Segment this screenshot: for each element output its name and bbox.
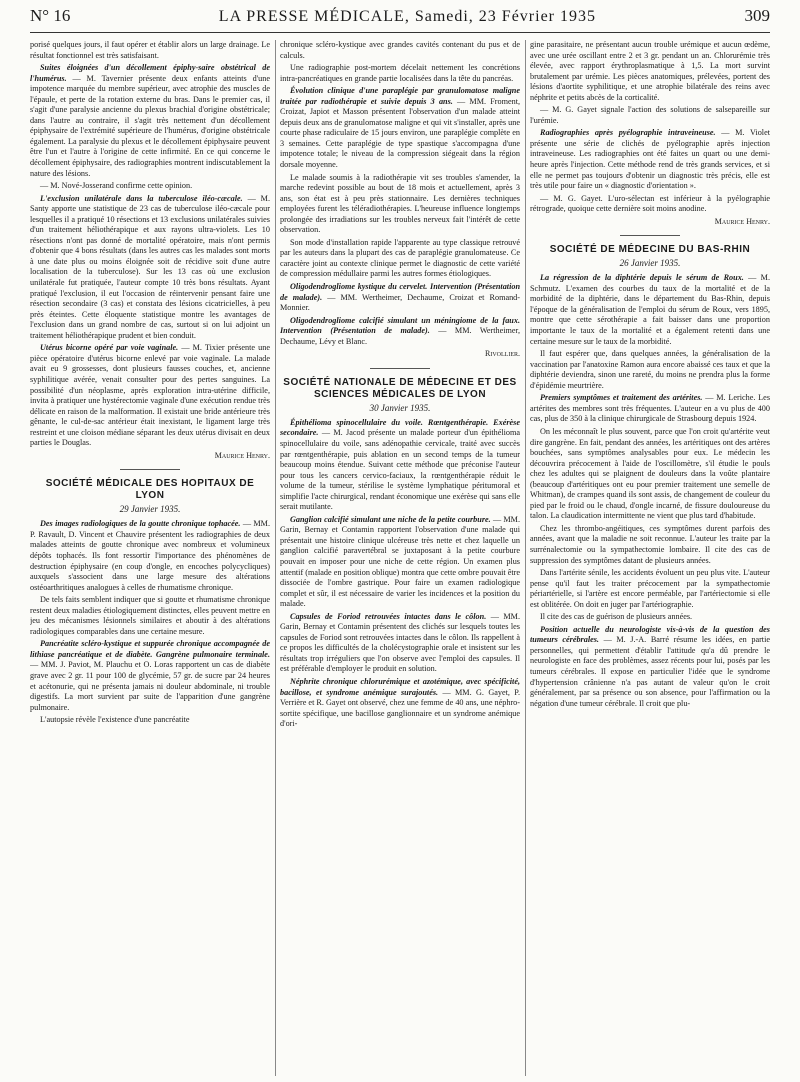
article-body: — M. Violet présente une série de clichés de pyélographie après injection intraveineuse. Les radiographies ont été faites un quart ou une demi-heure après l'injection. Cette méthode rend de très grands services, et si elle ne permet pas toujours d'obtenir un diagnostic très précis, elle est très utile pour faire un « diagnostic d'orientation ».	[530, 128, 770, 191]
paragraph: Son mode d'installation rapide l'apparente au type classique retrouvé par les auteurs dans la plupart des cas de paraplégie granulomateuse. Ce caractère joint au contexte clinique permet le diagnostic de cette variété de compression médullaire parmi les autres formes étiologiques.	[280, 237, 520, 279]
paragraph: Chez les thrombo-angéitiques, ces symptômes durent parfois des années, avant que la maladie ne soit reconnue. L'auteur les traite par la surrénalectomie ou la sympathectomie lombaire. Il cite des cas de suppression des symptômes datant de plusieurs années.	[530, 523, 770, 565]
article-body: — MM. P. Ravault, D. Vincent et Chauvire présentent les radiographies de deux malades atteints de goutte chronique avec nombreux et volumineux dépôts tophacés. Ils font ressortir l'importance des phénomènes de destruction épiphysaire (en coup d'ongle, en encoches polycycliques) auxquels s'associent dans une large mesure des altérations ostéoarthritiques analogues à celles de rhumatisme chronique.	[30, 519, 270, 592]
article-title: Premiers symptômes et traitement des artérites.	[540, 393, 703, 403]
article-body: — M. Jacod présente un malade porteur d'un épithélioma spinocellulaire du voile, sans adénopathie cervicale, traité avec succès par rœntgenthérapie, puis ablation en un second temps de la tumeur beaucoup moins étendue. Suivant cette méthode que préconise l'auteur pour tous les cancers cervico-faciaux, la rœntgenthérapie réduit le volume de la tumeur, stérilise le système lymphatique péritumoral et simplifie l'acte chirurgical, rendant économique une exérèse qui sans elle serait mutilante.	[280, 428, 520, 512]
article-title: Suites éloignées d'un décollement épiphy-saire obstétrical de l'humérus.	[30, 63, 270, 83]
article-title: Utérus bicorne opéré par voie vaginale.	[40, 343, 179, 353]
article	[280, 677, 520, 730]
article	[30, 194, 270, 342]
article-title: Radiographies après pyélographie intraveineuse.	[540, 128, 716, 138]
article	[280, 86, 520, 170]
article-body: — MM. Garin, Bernay et Contamin rapportent l'observation d'une malade qui présentait une histoire clinique ulcéreuse très nette et chez laquelle un ganglion calcifié paravertébral se juxtaposant à la petite courbure pouvait en imposer pour une niche de cette région. Un examen plus attentif (malade en position oblique) montra que cette ombre pouvait être dissociée de l'ombre gastrique. Pour faire un examen radiologique complet et sûr, il est nécessaire de varier les incidences et la position du malade.	[280, 514, 520, 609]
article	[280, 515, 520, 610]
signature: Rivollier.	[485, 349, 520, 359]
paragraph: Il faut espérer que, dans quelques années, la généralisation de la vaccination par l'anatoxine Ramon aura encore abaissé ces taux et que la diphtérie deviendra, sinon une rareté, du moins ne prendra plus la forme d'épidémie meurtrière.	[530, 349, 770, 390]
article-title: La régression de la diphtérie depuis le sérum de Roux.	[540, 273, 744, 283]
column-rule	[525, 40, 526, 1076]
column-rule	[275, 40, 276, 1076]
article	[280, 282, 520, 314]
signature: Maurice Henry.	[214, 450, 270, 460]
article-title: Oligodendrogliome calcifié simulant un méningiome de la faux. Intervention (Présentation de malade).	[280, 315, 520, 336]
article-title: Néphrite chronique chlorurémique et azotémique, avec spécificité, bacillose, et syndrome anémique surajoutés.	[280, 676, 520, 697]
column-1	[30, 40, 270, 1076]
paragraph: Dans l'artérite sénile, les accidents évoluent un peu plus vite. L'auteur pense qu'il faut les traiter précocement par la sympathectomie périartérielle, si l'artère est encore perméable, par l'artériectomie si elle est oblitérée. On doit en juger par l'artériographie.	[530, 568, 770, 609]
paragraph: De tels faits semblent indiquer que si goutte et rhumatisme chronique restent deux maladies étiologiquement distinctes, elles peuvent mettre en jeu des mécanismes lésionnels similaires et aboutir à des altérations radiologiques comparables dans une certaine mesure.	[30, 595, 270, 636]
page-folio: 309	[744, 6, 770, 25]
article-body: — MM. Froment, Croizat, Japiot et Masson présentent l'observation d'un malade atteint depuis deux ans de granulomatose maligne et qui vit s'installer, après une courte phase radiculaire de 15 jours environ, une paraplégie complète en 3 semaines. Cette paraplégie de type spastique s'accompagna d'une impotence totale; le niveau de la compression siégeait dans la région dorsale moyenne.	[280, 96, 520, 170]
columns	[30, 40, 770, 1076]
article	[280, 612, 520, 675]
article	[530, 128, 770, 191]
paragraph: chronique scléro-kystique avec grandes cavités contenant du pus et de calculs.	[280, 40, 520, 60]
paragraph: Il cite des cas de guérison de plusieurs années.	[540, 612, 693, 622]
article	[530, 625, 770, 709]
paragraph: Le malade soumis à la radiothérapie vit ses troubles s'amender, la marche redevint possible au bout de 18 mois et actuellement, après 3 ans, son état est à peu près stationnaire. Les dernières techniques employées furent les téléradiothérapies. L'heureuse influence longtemps prolongée des irradiations sur les troubles nerveux fait l'intérêt de cette observation.	[280, 172, 520, 235]
masthead-title: LA PRESSE MÉDICALE, Samedi, 23 Février 1935	[218, 8, 597, 25]
article-title: Ganglion calcifié simulant une niche de la petite courbure.	[290, 514, 491, 524]
article-body: — MM. Wertheimer, Dechaume, Croizat et Romand-Monnier.	[280, 292, 520, 313]
column-3	[530, 40, 770, 1076]
article-title: Pancréatite scléro-kystique et suppurée chronique accompagnée de lithiase pancréatique et de diabète. Gangrène pulmonaire terminale.	[30, 639, 270, 659]
divider	[620, 235, 680, 236]
article-title: Capsules de Foriod retrouvées intactes dans le côlon.	[290, 611, 487, 621]
article-title: Oligodendrogliome kystique du cervelet. Intervention (Présentation de malade).	[280, 282, 520, 302]
article-title: Évolution clinique d'une paraplégie par granulomatose maligne traitée par radiothérapie et suivie depuis 3 ans.	[280, 86, 520, 106]
issue-number: N° 16	[30, 6, 71, 25]
society-heading: SOCIÉTÉ MÉDICALE DES HOPITAUX DE LYON	[45, 478, 255, 502]
article	[530, 393, 770, 425]
society-heading: SOCIÉTÉ NATIONALE DE MÉDECINE ET DES SCIENCES MÉDICALES DE LYON	[283, 376, 517, 400]
article-body: — M. J.-A. Barré résume les idées, en partie personnelles, qui permettent d'établir l'attitude qu'a dû prendre le neurologiste en face des problèmes, assez récents pour lui, posés par les tumeurs cérébrales. Il expose en particulier l'idée que le syndrome d'hypertension crânienne n'a pas autant de valeur qu'on le croit généralement, par sa présence ou son absence, pour l'affirmation ou la négation d'une tumeur cérébrale. Il croit que plu-	[530, 635, 770, 708]
article-body: — MM. Wertheimer, Dechaume, Lévy et Blanc.	[280, 326, 520, 346]
paragraph: — M. G. Gayet signale l'action des solutions de salsepareille sur l'urémie.	[530, 105, 770, 125]
paragraph: — M. G. Gayet. L'uro-sélectan est inférieur à la pyélographie rétrograde, quoique cette dernière soit moins anodine.	[530, 193, 770, 214]
column-2	[280, 40, 520, 1076]
signature: Maurice Henry.	[714, 216, 770, 226]
article-body: — M. Leriche. Les artérites des membres sont très fréquentes. L'auteur en a vu plus de 400 cas, plus de 350 à la clinique chirurgicale de Strasbourg depuis 1924.	[530, 393, 770, 424]
divider	[370, 368, 430, 369]
article-body: — MM. G. Gayet, P. Verrière et R. Gayet ont observé, chez une femme de 40 ans, une néphro-sortite spécifique, une bacillose ganglionnaire et un syndrome anémique d'ori-	[280, 687, 520, 729]
article	[30, 63, 270, 179]
article	[30, 343, 270, 448]
article	[280, 418, 520, 513]
divider	[120, 469, 180, 470]
article-body: — M. Tavernier présente deux enfants atteints d'une impotence marquée du membre supérieur, avec atrophie des muscles de l'épaule, et perte de la rotation externe du bras. Dans le premier cas, il s'agit d'une paralysie ancienne du plexus brachial d'origine obstétricale; dans l'autre au contraire, il s'agit très nettement d'un décollement épiphysaire de l'extrémité supérieure de l'humérus, d'origine obstétricale également. La paralysie du plexus et le décollement épiphysaire peuvent être l'un et l'autre à l'origine de cette infirmité. En ce qui concerne le décollement épiphysaire, des radiographies montrent indiscutablement la nature des lésions.	[30, 73, 270, 178]
article-body: — M. Santy apporte une statistique de 23 cas de tuberculose iléo-cæcale pour lesquelles il a pratiqué 10 résections et 13 exclusions unilatérales suivies d'un traitement héliothérapique et aux rayons ultra-violets. Les 10 résections n'ont pas donné de mortalité opératoire, mais n'ont permis d'obtenir que 4 bons résultats (dans les autres cas les malades sont morts à une date plus ou moins éloignée soit de récidive soit d'une autre localisation de la tuberculose). Sur les 13 cas où une exclusion unilatérale fut pratiquée, l'auteur compte 10 très bons résultats. Ayant pratiqué l'exclusion, il eut l'occasion de réintervenir pensant faire une résection secondaire (3 cas) et constata des lésions cicatricielles, à peu près éteintes. Cette éloquente statistique montre les avantages de l'exclusion dans un grand nombre de cas, surtout si on lui adjoint un traitement héliothérapique prudent et bien conduit.	[30, 193, 270, 340]
article-body: — M. Schmutz. L'examen des courbes du taux de la mortalité et de la morbidité de la diphtérie, dans le département du Bas-Rhin, depuis l'époque de la généralisation de l'emploi du sérum de Roux, vers 1895, montre que cette sérothérapie a fait baisser dans une proportion importante le taux de la mortalité et a également retenti dans une certaine mesure sur le taux de la morbidité.	[530, 273, 770, 346]
article	[30, 519, 270, 593]
paragraph: Une radiographie post-mortem décelait nettement les concrétions intra-pancréatiques en grande partie localisées dans la tête du pancréas.	[280, 63, 520, 83]
article	[30, 639, 270, 713]
paragraph: gine parasitaire, ne présentant aucun trouble urémique et aucun œdème, avec une urée oscillant entre 2 et 3 gr. pendant un an. Chlorurémie très élevée, avec rapport érythroplasmatique à 1,5. La mort survint brutalement par urémie. Les pièces anatomiques, prélevées, portent des lésions d'aortite syphilitique, et une atrophie bilatérale des reins avec néphrite et petits abcès de la corticalité.	[530, 40, 770, 102]
article-body: — MM. J. Paviot, M. Plauchu et O. Loras rapportent un cas de diabète grave avec 2 gr. 11 pour 100 de glycémie, 57 gr. de sucre par 24 heures et acétonurie, qui ne présenta jamais ni douleur abdominale, ni trouble digestifs. La mort survient par suite de l'apparition d'une gangrène pulmonaire.	[30, 660, 270, 712]
society-heading: SOCIÉTÉ DE MÉDECINE DU BAS-RHIN	[549, 244, 751, 256]
session-date: 26 Janvier 1935.	[619, 258, 681, 269]
paragraph: porisé quelques jours, il faut opérer et établir alors un large drainage. Le résultat fonctionnel est très satisfaisant.	[30, 40, 270, 60]
article-title: Des images radiologiques de la goutte chronique tophacée.	[40, 519, 241, 529]
article-body: — MM. Garin, Bernay et Contamin présentent des clichés sur lesquels toutes les capsules de Foriod sont retrouvées intactes dans le côlon. Ils rappellent à ce propos les difficultés de la cholécystographie orale et insistent sur les résultats trop irréguliers que l'on observe avec l'emploi des capsules. Il est préférable d'employer le produit en solution.	[280, 611, 520, 674]
session-date: 30 Janvier 1935.	[369, 402, 431, 413]
article-title: Position actuelle du neurologiste vis-à-vis de la question des tumeurs cérébrales.	[530, 624, 770, 645]
session-date: 29 Janvier 1935.	[119, 504, 181, 515]
paragraph: On les méconnaît le plus souvent, parce que l'on croit qu'artérite veut dire gangrène. En fait, pendant des années, les artéritiques ont des artères bouchées, sans symptômes analysables pour eux. Le médecin les découvrira précocement à l'aide de l'oscillomètre, s'il étudie le pouls chez les adultes qui se plaignent de douleurs dans la voûte plantaire (beaucoup d'artéritiques ont eu pour premier traitement une semelle de Whitman), de crampes quand ils sont assis, de changement de couleur du pied par le froid ou le chaud, d'ongle incarné, de fissure douloureuse du talon. La claudication intermittente ne vient que plus tard d'habitude.	[530, 426, 770, 521]
article-body: — M. Tixier présente une pièce opératoire d'utérus bicorne enlevé par voie vaginale. La malade avait eu 9 grossesses, dont plusieurs fausses couches, et, ancienne syphilitique avérée, venait consulter pour des pertes sanguines. La possibilité d'un néoplasme, après exploration intra-utérine difficile, invita à pratiquer une hystérectomie vaginale d'une exécution rendue très délicate en raison de la malformation. Il existait une bride antérieure très gênante, le cul-de-sac antérieur était inexistant, le ligament large très restreint et une cloison médiane séparant les deux utérus divisait en deux parties le Douglas.	[30, 343, 270, 448]
article-title: L'exclusion unilatérale dans la tuberculose iléo-cæcale.	[40, 193, 243, 203]
article	[530, 273, 770, 347]
page-header	[30, 6, 770, 33]
paragraph: L'autopsie révèle l'existence d'une pancréatite	[40, 715, 190, 725]
paragraph: — M. Nové-Josserand confirme cette opinion.	[40, 181, 193, 191]
article	[280, 316, 520, 348]
article-title: Épithélioma spinocellulaire du voile. Rœntgenthérapie. Exérèse secondaire.	[280, 417, 520, 438]
